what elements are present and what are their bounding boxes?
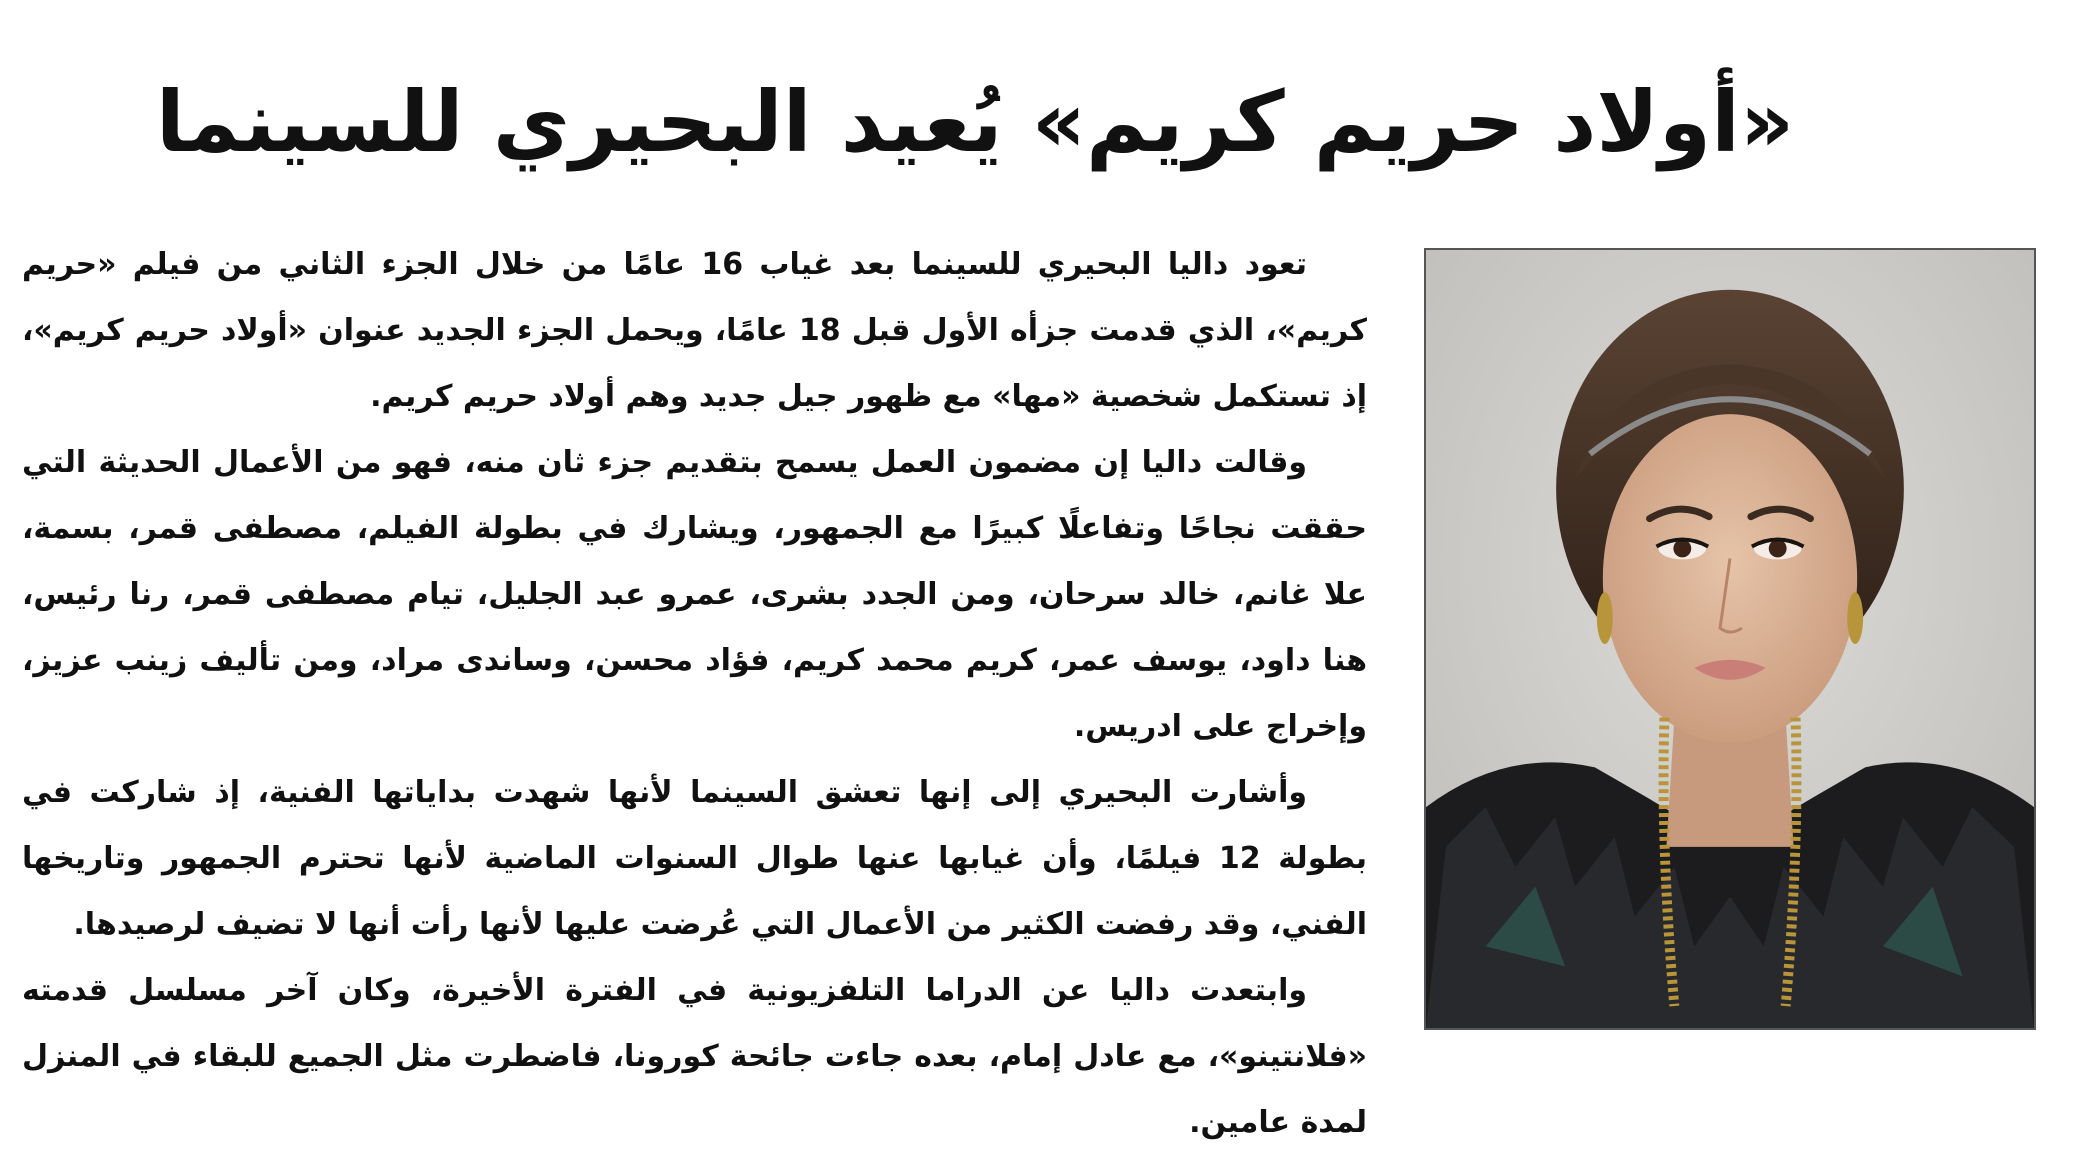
article-paragraph: وأشارت البحيري إلى إنها تعشق السينما لأنها شهدت بداياتها الفنية، إذ شاركت في بطولة 12 فيلمًا، وأن غيابها عنها طوال السنوات الماضية لأنها تحترم الجمهور وتاريخها الفني، وقد رفضت الكثير من الأعمال التي عُرضت عليها لأنها رأت أنها لا تضيف لرصيدها. bbox=[22, 775, 1367, 942]
article-paragraph: وابتعدت داليا عن الدراما التلفزيونية في الفترة الأخيرة، وكان آخر مسلسل قدمته «فلانتينو»، مع عادل إمام، بعده جاءت جائحة كورونا، فاضطرت مثل الجميع للبقاء في المنزل لمدة عامين. bbox=[22, 973, 1367, 1140]
article-paragraph: وقالت داليا إن مضمون العمل يسمح بتقديم جزء ثان منه، فهو من الأعمال الحديثة التي حققت نجاحًا وتفاعلًا كبيرًا مع الجمهور، ويشارك في بطولة الفيلم، مصطفى قمر، بسمة، علا غانم، خالد سرحان، ومن الجدد بشرى، عمرو عبد الجليل، تيام مصطفى قمر، رنا رئيس، هنا داود، يوسف عمر، كريم محمد كريم، فؤاد محسن، وساندى مراد، ومن تأليف زينب عزيز، وإخراج على ادريس. bbox=[22, 445, 1367, 744]
portrait-illustration bbox=[1426, 250, 2034, 1028]
article-paragraph: تعود داليا البحيري للسينما بعد غياب 16 عامًا من خلال الجزء الثاني من فيلم «حريم كريم»، الذي قدمت جزأه الأول قبل 18 عامًا، ويحمل الجزء الجديد عنوان «أولاد حريم كريم»، إذ تستكمل شخصية «مها» مع ظهور جيل جديد وهم أولاد حريم كريم. bbox=[22, 247, 1367, 414]
article-body bbox=[22, 232, 1367, 1140]
portrait-photo bbox=[1424, 248, 2036, 1030]
headline: «أولاد حريم كريم» يُعيد البحيري للسينما bbox=[155, 73, 1795, 171]
